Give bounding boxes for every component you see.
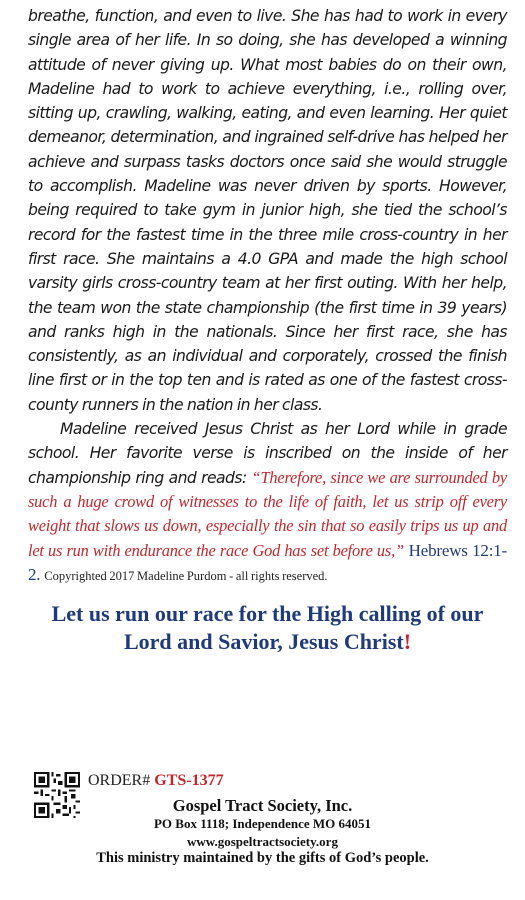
- order-code: GTS-1377: [154, 772, 224, 789]
- call-to-action-exclamation: !: [403, 629, 412, 655]
- call-to-action-text: Let us run our race for the High calling of our Lord and Savior, Jesus Christ: [51, 601, 484, 655]
- website-url: www.gospeltractsociety.org: [187, 834, 338, 849]
- story-paragraph-2-intro: Madeline received Jesus Christ as her Lord while in grade school. Her favorite verse is inscribed on the inside of her championship ring and reads:: [28, 420, 507, 487]
- copyright-notice: Copyrighted 2017 Madeline Purdom - all rights reserved.: [44, 568, 328, 583]
- scripture-verse: “Therefore, since we are surrounded by such a huge crowd of witnesses to the life of faith, let us strip off every weight that slows us down, especially the sin that so easily trips us up and let us run with endurance the race God has set before us,”: [28, 467, 507, 560]
- order-label: ORDER#: [88, 772, 151, 789]
- organization-name: Gospel Tract Society, Inc.: [172, 796, 353, 815]
- postal-address: PO Box 1118; Independence MO 64051: [153, 816, 372, 831]
- footer: [0, 772, 525, 900]
- scripture-citation: Hebrews 12:1-2.: [28, 540, 507, 584]
- order-number: [88, 772, 224, 790]
- story-paragraph-2: [28, 417, 507, 588]
- ministry-note: This ministry maintained by the gifts of God’s people.: [96, 850, 429, 866]
- call-to-action: [28, 600, 507, 656]
- story-paragraph-1: breathe, function, and even to live. She has had to work in every single area of her life. In so doing, she has developed a winning attitude of never giving up. What most babies do on their own, Madeline had to work to achieve everything, i.e., rolling over, sitting up, crawling, walking, eating, and even learning. Her quiet demeanor, determination, and ingrained self-drive has helped her achieve and surpass tasks doctors once said she would struggle to accomplish. Madeline was never driven by sports. However, being required to take gym in junior high, she tied the school’s record for the fastest time in the three mile cross-country in her first race. She maintains a 4.0 GPA and made the high school varsity girls cross-country team at her first outing. With her help, the team won the state championship (the first time in 39 years) and ranks high in the nationals. Since her first race, she has consistently, as an individual and corporately, crossed the finish line first or in the top ten and is rated as one of the fastest cross-county runners in the nation in her class.: [28, 7, 507, 414]
